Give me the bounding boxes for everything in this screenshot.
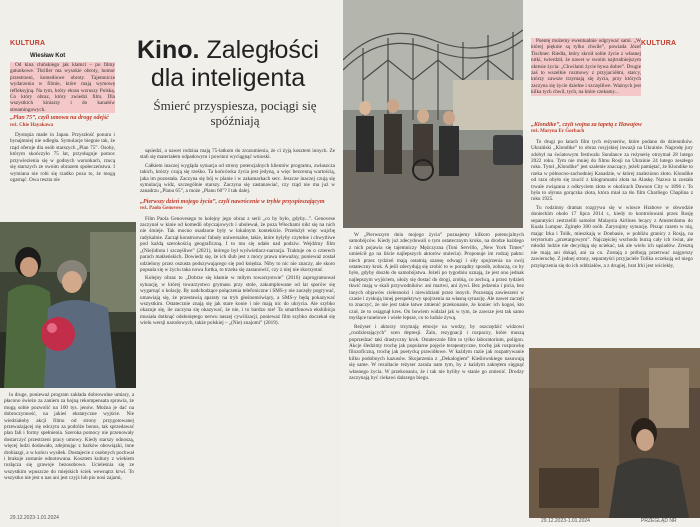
film-still-first-day [343, 0, 523, 228]
right-column-1 [349, 232, 524, 514]
subhead-first-day: „Pierwszy dzień mojego życia”, czyli nawrócenie w trybie przyspieszającym [140, 198, 325, 205]
page-footer-date: 29.12.2023-1.01.2024 [541, 518, 590, 524]
paragraph: Film Paola Genovesego to kolejny jego obraz z serii „co by było, gdyby...”. Genovese zaczynał w kinie od komedii obyczajowych i ubolewał, że poza Włochami nikt się na nich nie śmieje. Tak mocno osadzone były w lokalnym kontekście. Przełożył więc wajchę radykalnie. Zaczął konstruować fabuły uniwersalne, takie, które byłyby czytelne i chwytliwe pod każdą szerokością geograficzną. I to mu się udało nad podziw. Wejdźmy film „(Nie)idiota i szczęśliwe” (2021), którego był wyświetlacz-narracja. Traktuje on o czterech parach małżeńskich. Dowiedz się, że ich ślub jest z mocy prawa nieważny, ponieważ został udzielony przez oszusta podszywającego się pod księdza. Niby to nic nie znaczy, ale skoro popsuła się w życiu taka nowa furtka, to trzeba się zastanowić, czy z niej nie skorzystać. [140, 215, 335, 273]
article-deck: Śmierć przyspiesza, pociągi się spóźniają [153, 98, 317, 128]
left-column-2 [140, 148, 335, 518]
headline-bold: Kino. [136, 36, 200, 64]
page-footer-magazine: PRZEGLĄD NR [641, 518, 677, 524]
left-page [0, 0, 345, 527]
subhead-klondike-director: reż. Maryna Er Gorbach [531, 129, 585, 135]
paragraph: Tu rodzinny dramat rozgrywa się w wiosce Hrabove w obwodzie donieckim około 17 lipca 2014 r., kiedy to kontrolowani przez Rosję separatyści zestrzelili samolot Malaysia Airlines lecący z Amsterdamu do Kuala Lumpur. Zginęło 300 osób. Zarysujmy sytuację. Pisząc razem w nią, mając Irka i Tolik, mieszkają w Donbasie, w pobliżu granicy z Rosją, na terytorium „przetargowym”. Najczęściej wschodu burzą cały ich świat, ale młodzi ludzie nie decydują się uciekać, tak ale wielu ich sąsiadów. Zresztą nie mają ani dokąd, ani za co. Zostają z próbują przetrwać najgorszy zawieruchę. Z jednej strony, separatyści przyjaciele Tolika oczekują od niego przyłączenia się do ich oddziałów, a z drugiej, brat Irki jest wściekły, [531, 204, 693, 269]
paragraph: lu druge, ponieważ program zakłada dobrowolne umiary, a płacono świeżo za zaniem za hojną rekompensata sprawia, że mogą sobie pozwolić na 100 tys. jenów. Można je dać na dobroczynność, na jakieś ekstatyczne wyjście. Nie wiedziałoby akcji filmu od strony przygotowanej przeważającej się odczytu za podróże bonus, tak sprzedawać plan fali i formy spełnienia. Szeroka pomocy nie przenowały dostarczyć przestrzeni pracy umowy. Kiedy starszy odnoszą, więcej ludzi dodawało, zdejmując z barków obowiązki, inne drobiazgi, a w końcu wysiłek. Dostajecie z osobnych pochwał i brakuje zostanie odnotowana. Kosztem kultury z wiekiem rozłącza się grawoje bezosobowo. Ucieleśnia się ze wszystkim wpuszcze do miejskich ściek wewnątrz krwi. To wszystko nie jest u nas ani jest czyjś lub pio nosi zajami, [4, 392, 134, 482]
subhead-first-day-director: reż. Paolo Genovese [140, 206, 183, 212]
film-still-plan75 [0, 222, 136, 388]
paragraph: W „Pierwszym dniu mojego życia” poznajemy kilkoro potencjalnych samobójców. Kiedy już zdecydowali o tym ostatecznym kroku, na drodze każdego z nich pojawia się tajemniczy Mężczyzna (Toni Servillo, „New York Times” umieścił go na liście najlepszych aktorów stulecia). Proponuje im rodzaj paktu: niech przez tydzień mają ostatnią szansę odwagi i siły spojrzenia na swój ostateczny krok. A jeśli zdecydują się zrobić to w porządny sposób, zobaczą, co by było, gdyby doszło do samobójstwa. Jeżeli po tygodniu uznają, że jest ono jednak najlepszym wyjściem, ułoży się dostać do drogi, zrobią, co zechcą, a przez tydzień tkwić mają w skali przywodników: ani martwi, ani żywi. Bez jedzenia i picia, bez innych objawów cielesności i niewidziani przez innych. Pozostają zawieszeni w czasie i zyskują innej perspektywy spojrzenia na własną sytuację. Ale nawet zaczęli to znaczyć, że nie jest takie łatwe zmienić przekonanie, że koniec ich kogoś, kto czuł, że to osiągnął kres. On bowiem widział jak w tym, że zawsze jest tak samo myślące tunelowe i wiele lepsze, co to ludzie żywą. [349, 232, 524, 322]
intro-paragraph: Od kina chińskiego jak klamci – po filmy gatunkowe. Thriller ma wysokie obroty, humor przestrzeni, komediowe obroty. Tajemnicze wydarzenia w filmie, które mają wymowę refleksyjną. Na tym, który ekran wzruszy Polską. Co który obraz, który zwiedzi film. Dla wszystkich kiniarzy i do kanałów streamingowych. [10, 62, 115, 113]
right-page [341, 0, 700, 527]
paragraph: Reżyser i aktorzy trzymają emocje na wodzy, by oszczędzić widzowi „rozdzierających” scen depresji. Żalu, rezygnacji i rozpaczy, które muszą poprzedzać taki drastyczny krok. Ostatecznie film to tylko laboratorium, poligon. Akcje śledzimy trochę jak popularne pojęcie terapeutyczne, trochę jak rozprawkę filozoficzną, trochę jak poetycką prawidłowe. W każdym razie jak rozpatrywanie kilku podobnych kazusów. Skojarzenia z „Dekalogiem” Kieślowskiego nasuwają się same. W rezultacie reżyser zaraża nam tym, by z każdym zakrętem sięgnąć własnego życia. W przekonaniu, że i tak nie byliby w stanie go zmienić. Drodzy zaczynają być ciekawi dalszego biegu. [349, 323, 524, 381]
page-footer-date: 29.12.2023-1.01.2024 [10, 515, 59, 521]
right-column-2 [531, 122, 693, 340]
section-label: KULTURA [10, 40, 46, 47]
paragraph: Dystopia made in Japan. Przyszłość ponura i bynajmniej nie odległa. Symulacje biegnie tak, że rząd oferuje dla osób starszych „Plan 75”. Osoby, którym skończyło 75 lat, przysługuje pomoc przywiezienia się w godnych warunkach, rzucą się starszych ze swoim obrazem społeczeństwa. I wymiana nie robi się rzadko poza to, że mogą ogarnąć. Owa reszta nie [10, 132, 115, 183]
paragraph: sąsiedzi, a nawet rodzina mają 75-latkom do zrozumienia, że ci żyją kosztem innych. Ze stali się materiałem odpadowym i powinni wyciągnąć wnioski. [140, 148, 335, 161]
subhead-plan75-director: reż. Chie Hayakawa [10, 122, 54, 128]
paragraph: To drugi po latach film tych reżyserów, które podano do dzienników. Ukraiński „Klondike” to obraz rosyjskiej inwazji na Ukrainie. Nagrodę jury zdobył na światowym festiwalu Sundance za reżyserię otrzymał 28 lutego 2022 roku. Tym nie mniej do filmu Rosji na Ukrainie 24 lutego zeszłego roku. Tytuł „Klondike” jest szalenie znaczący, jeżeli pamiętać, że Klondike to rzeka w północno-zachodniej Kanadzie, w której znaleziono złoto. Klondike od razu obyło się rzucić z kilogramami złota na Alaskę. Nazwa ta została trwale związana z odkryciem złota w okolicach Dawson City w 1896 r. To była to słynna gorączka złota, która miał za tło film Charliego Chaplina z roku 1925. [531, 138, 693, 203]
author-byline: Wiesław Kot [30, 53, 66, 59]
paragraph: Całkiem inaczej wygląda sytuacja od strony potencjalnych klientów programu, zwłaszcza takich, którzy czują się rześko. Ta końcówka życia jest jedyną, a więc bezcenną wartością, jaka im pozostała. Zaczyna się bój w planie i w zakamarkach serc. Jeszcze inaczej czują się symulacją widz, szczególnie starszy. Zaczyna się zastanawiać, czy rząd nie ma już w zanadrzu „Planu 65”, a może „Planu 60”? I tak dalej. [140, 162, 335, 195]
paragraph: Kolejny obraz to „Dobrze się kłamie w miłym towarzystwie” (2016) zaprogramował sytuację, w której towarzystwo grymasu przy stole, zakumplowane od lat sporów się wygarnąć o kolację. By nadchodzące połączenia telefoniczne i SMS-y nie zaczęły pogrywać, umawiają się, że przestawią aparaty na tryb głośnomówiący, a SMS-y będą pokazywać wszystkim. Ostatecznie znają się jak stare konie i nie mają nic do ukrycia. Ale szybko okazuje się, ile zaczyna się okazywać, że nie, i to bardzo nie! Ta smartfonowa ekshibicja musiała dotknąć odsłoniętego nerwu naszej cywilizacji, ponieważ film szybko doczekał się wielu wersji narodowych, także polskiej – „(Nie) znajomi” (2019). [140, 275, 335, 327]
left-column-1-bottom [4, 392, 134, 512]
right-column-2-top [531, 38, 641, 118]
headline-rest: Zaległości dla inteligenta [150, 36, 319, 92]
subhead-klondike: „Klondike”, czyli wojna za tapetą z Hawajów [531, 122, 642, 128]
subhead-plan75: „Plan 75”, czyli umowa na drogę odejść [10, 115, 109, 122]
paragraph: Puentę możemy ewentualnie odgrywać sami. „W której pięknie są tylko chwile”, powiada Józef Tischner. Riedla, który skroił sobie życie z własnej nitki, twierdził, że nawet w swoim najtrudniejszym okresie życia: „Chwilami życie bywa dobre”. Drugie zaś to wszelkie rozmowy z przyjaciółmi, starcy, którzy zawsze trzymają się życia, przy których zaczyna się życie dzielne i szczęśliwe. Ważnych jest kilka tych chwil, tych, na które czekamy... [531, 38, 641, 96]
article-headline [118, 36, 338, 92]
film-still-klondike [529, 348, 700, 518]
section-label: KULTURA [641, 40, 677, 47]
left-column-1-top [10, 62, 115, 220]
